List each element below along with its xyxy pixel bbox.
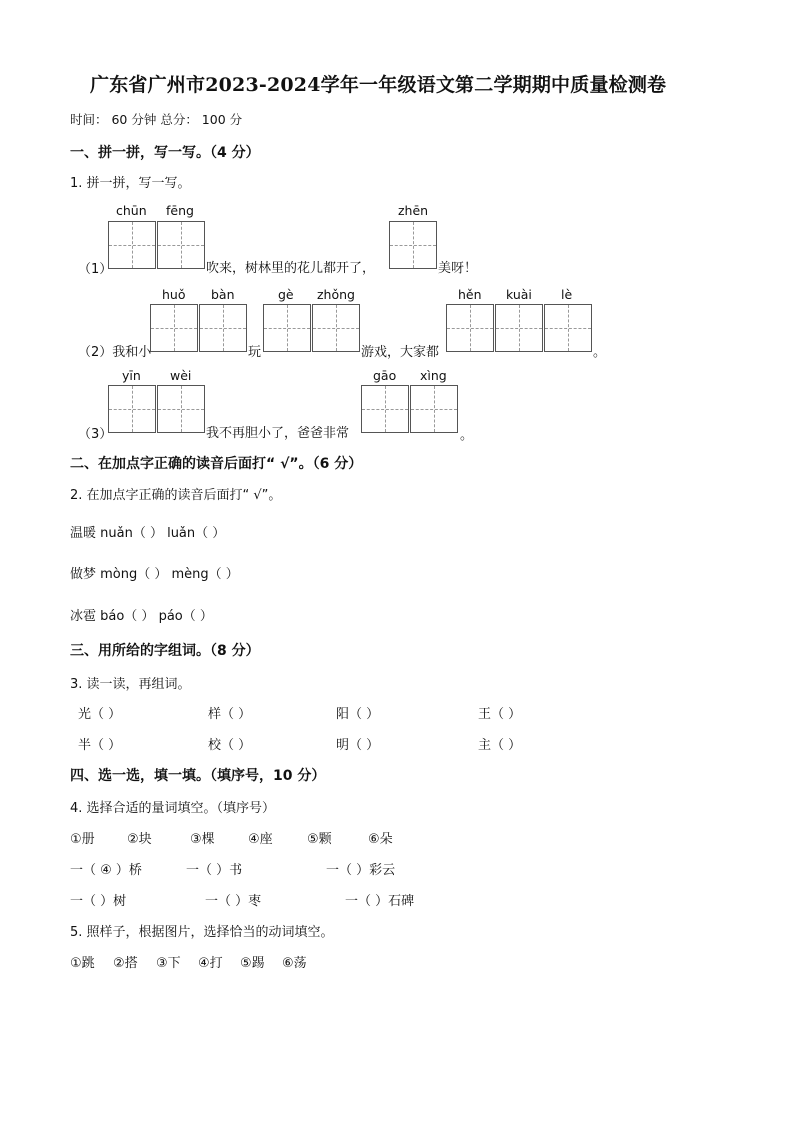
pinyin-kuai: kuài bbox=[506, 287, 532, 302]
line-2-number: （2）我和小 bbox=[78, 345, 152, 360]
measure-blank[interactable]: 一（ ）枣 bbox=[205, 894, 262, 909]
writing-box[interactable] bbox=[361, 385, 409, 433]
word-blank[interactable]: 样（ ） bbox=[208, 707, 252, 722]
exam-meta: 时间： 60 分钟 总分： 100 分 bbox=[70, 112, 243, 127]
line-3-text-end: 。 bbox=[460, 428, 474, 443]
pinyin-huo: huǒ bbox=[162, 287, 186, 302]
section-3-heading: 三、用所给的字组词。（8 分） bbox=[70, 643, 260, 659]
pinyin-zhen: zhēn bbox=[398, 203, 429, 218]
section-1-heading: 一、拼一拼，写一写。（4 分） bbox=[70, 145, 260, 161]
option-item: ④打 bbox=[198, 956, 223, 971]
writing-box[interactable] bbox=[108, 385, 156, 433]
option-item: ①册 bbox=[70, 832, 95, 847]
line-2-text: 玩 bbox=[248, 345, 262, 360]
option-item: ②块 bbox=[127, 832, 152, 847]
writing-box[interactable] bbox=[389, 221, 437, 269]
measure-blank[interactable]: 一（ ④ ）桥 bbox=[70, 863, 142, 878]
line-3-text: 我不再胆小了，爸爸非常 bbox=[206, 426, 350, 441]
question-2: 2. 在加点字正确的读音后面打“ √”。 bbox=[70, 488, 282, 503]
measure-blank[interactable]: 一（ ）石碑 bbox=[345, 894, 415, 909]
pinyin-wei: wèi bbox=[170, 368, 192, 383]
measure-blank[interactable]: 一（ ）彩云 bbox=[326, 863, 396, 878]
pinyin-feng: fēng bbox=[166, 203, 194, 218]
question-3: 3. 读一读，再组词。 bbox=[70, 677, 191, 692]
word-blank[interactable]: 主（ ） bbox=[478, 738, 522, 753]
pinyin-xing: xìng bbox=[420, 368, 447, 383]
pinyin-yin: yīn bbox=[122, 368, 141, 383]
option-item: ③棵 bbox=[190, 832, 215, 847]
line-1-text-end: 美呀！ bbox=[438, 261, 478, 276]
option-item: ⑥朵 bbox=[368, 832, 393, 847]
writing-box[interactable] bbox=[150, 304, 198, 352]
line-1-text: 吹来，树林里的花儿都开了， bbox=[206, 261, 376, 276]
writing-box[interactable] bbox=[446, 304, 494, 352]
pinyin-le: lè bbox=[561, 287, 573, 302]
question-5: 5. 照样子，根据图片，选择恰当的动词填空。 bbox=[70, 925, 334, 940]
pinyin-hen: hěn bbox=[458, 287, 482, 302]
line-1-number: （1） bbox=[78, 262, 113, 277]
line-3-number: （3） bbox=[78, 427, 113, 442]
reading-row[interactable]: 做梦 mòng（ ） mèng（ ） bbox=[70, 567, 239, 582]
section-4-heading: 四、选一选，填一填。（填序号，10 分） bbox=[70, 768, 326, 784]
measure-blank[interactable]: 一（ ）书 bbox=[186, 863, 243, 878]
word-blank[interactable]: 校（ ） bbox=[208, 738, 252, 753]
reading-row[interactable]: 温暖 nuǎn（ ） luǎn（ ） bbox=[70, 526, 226, 541]
option-item: ⑤踢 bbox=[240, 956, 265, 971]
section-2-heading: 二、在加点字正确的读音后面打“ √”。（6 分） bbox=[70, 456, 363, 472]
word-blank[interactable]: 王（ ） bbox=[478, 707, 522, 722]
pinyin-ge: gè bbox=[278, 287, 294, 302]
writing-box[interactable] bbox=[544, 304, 592, 352]
writing-box[interactable] bbox=[199, 304, 247, 352]
pinyin-gao: gāo bbox=[373, 368, 397, 383]
pinyin-chun: chūn bbox=[116, 203, 147, 218]
page-title: 广东省广州市2023-2024学年一年级语文第二学期期中质量检测卷 bbox=[90, 74, 667, 96]
writing-box[interactable] bbox=[157, 221, 205, 269]
pinyin-ban: bàn bbox=[211, 287, 235, 302]
option-item: ⑤颗 bbox=[307, 832, 332, 847]
writing-box[interactable] bbox=[157, 385, 205, 433]
question-4: 4. 选择合适的量词填空。（填序号） bbox=[70, 801, 276, 816]
word-blank[interactable]: 半（ ） bbox=[78, 738, 122, 753]
option-item: ③下 bbox=[156, 956, 181, 971]
writing-box[interactable] bbox=[263, 304, 311, 352]
option-item: ④座 bbox=[248, 832, 273, 847]
line-2-text-end: 。 bbox=[593, 345, 607, 360]
option-item: ①跳 bbox=[70, 956, 95, 971]
measure-blank[interactable]: 一（ ）树 bbox=[70, 894, 127, 909]
writing-box[interactable] bbox=[108, 221, 156, 269]
word-blank[interactable]: 明（ ） bbox=[336, 738, 380, 753]
reading-row[interactable]: 冰雹 báo（ ） páo（ ） bbox=[70, 609, 213, 624]
option-item: ②搭 bbox=[113, 956, 138, 971]
pinyin-zhong: zhǒng bbox=[317, 287, 355, 302]
option-item: ⑥荡 bbox=[282, 956, 307, 971]
question-1: 1. 拼一拼，写一写。 bbox=[70, 176, 191, 191]
word-blank[interactable]: 光（ ） bbox=[78, 707, 122, 722]
writing-box[interactable] bbox=[495, 304, 543, 352]
word-blank[interactable]: 阳（ ） bbox=[336, 707, 380, 722]
writing-box[interactable] bbox=[410, 385, 458, 433]
line-2-text-mid: 游戏，大家都 bbox=[361, 345, 440, 360]
writing-box[interactable] bbox=[312, 304, 360, 352]
